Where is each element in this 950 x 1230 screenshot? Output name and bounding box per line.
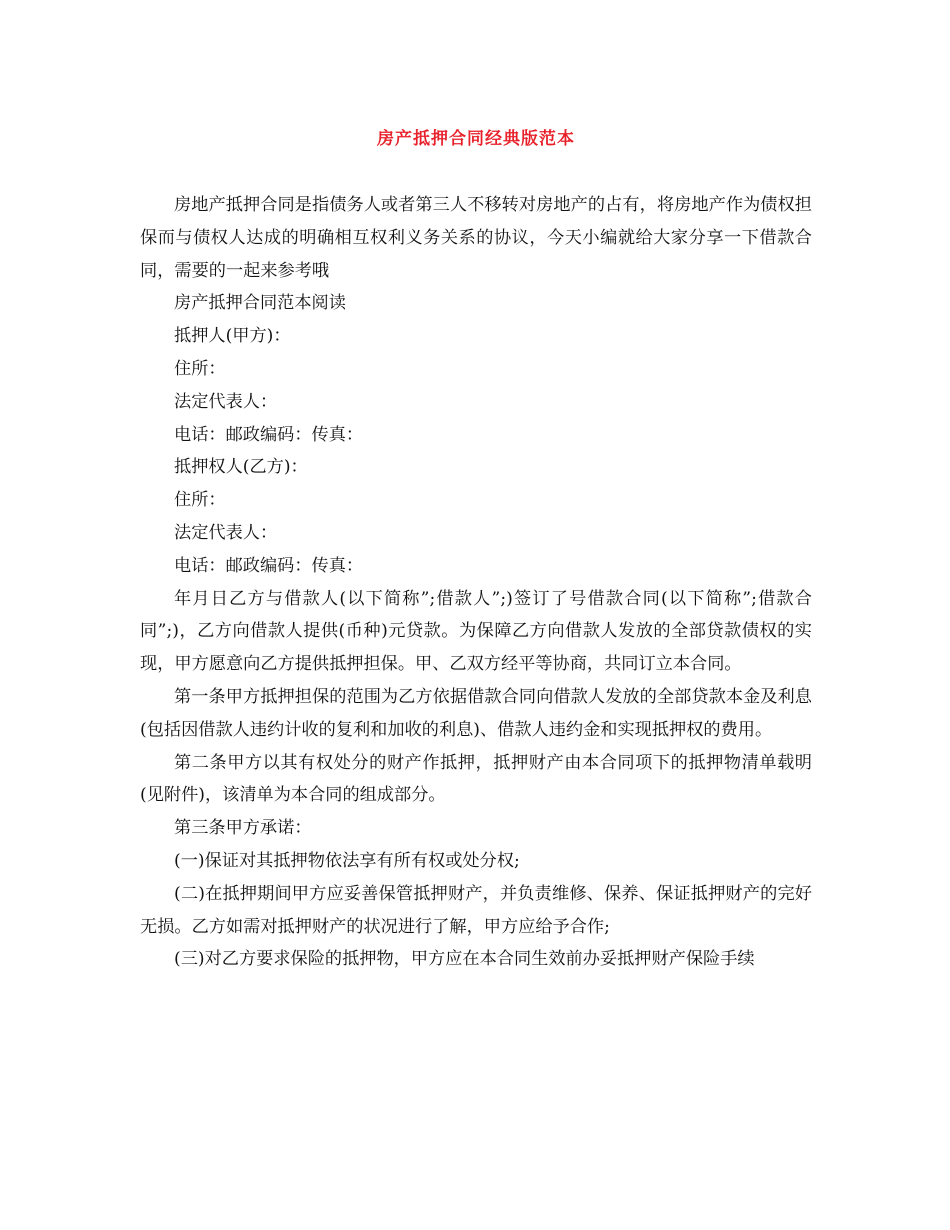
- paragraph-article-3: 第三条甲方承诺：: [174, 818, 312, 839]
- paragraph-article-1: 第一条甲方抵押担保的范围为乙方依据借款合同向借款人发放的全部贷款本金及利息(包括因借款人违约计收的复利和加收的利息)、借款人违约金和实现抵押权的费用。: [140, 686, 812, 740]
- paragraph-intro: 房地产抵押合同是指债务人或者第三人不移转对房地产的占有，将房地产作为债权担保而与债权人达成的明确相互权利义务关系的协议，今天小编就给大家分享一下借款合同，需要的一起来参考哦: [140, 195, 812, 281]
- document-body: [140, 189, 812, 976]
- field-mortgagor-legal-rep: 法定代表人：: [174, 391, 278, 412]
- field-mortgagee-legal-rep: 法定代表人：: [174, 522, 278, 543]
- field-mortgagee-address: 住所：: [174, 490, 226, 511]
- field-mortgagor-address: 住所：: [174, 358, 226, 379]
- paragraph-article-3-item-3: (三)对乙方要求保险的抵押物，甲方应在本合同生效前办妥抵押财产保险手续: [174, 949, 755, 970]
- field-mortgagor-contact: 电话：邮政编码：传真：: [174, 424, 364, 445]
- field-mortgagee-contact: 电话：邮政编码：传真：: [174, 555, 364, 576]
- document-title: 房产抵押合同经典版范本: [377, 129, 575, 149]
- paragraph-preamble: 年月日乙方与借款人(以下简称”;借款人”;)签订了号借款合同(以下简称”;借款合同”;)，乙方向借款人提供(币种)元贷款。为保障乙方向借款人发放的全部贷款债权的实现，甲方愿意向乙方提供抵押担保。甲、乙双方经平等协商，共同订立本合同。: [140, 588, 812, 675]
- field-mortgagor: 抵押人(甲方)：: [174, 326, 291, 347]
- paragraph-subtitle: 房产抵押合同范本阅读: [174, 293, 346, 314]
- paragraph-article-3-item-2: (二)在抵押期间甲方应妥善保管抵押财产，并负责维修、保养、保证抵押财产的完好无损。乙方如需对抵押财产的状况进行了解，甲方应给予合作;: [140, 883, 812, 937]
- paragraph-article-2: 第二条甲方以其有权处分的财产作抵押，抵押财产由本合同项下的抵押物清单载明(见附件)，该清单为本合同的组成部分。: [140, 752, 812, 806]
- paragraph-article-3-item-1: (一)保证对其抵押物依法享有所有权或处分权;: [174, 850, 520, 871]
- field-mortgagee: 抵押权人(乙方)：: [174, 457, 308, 478]
